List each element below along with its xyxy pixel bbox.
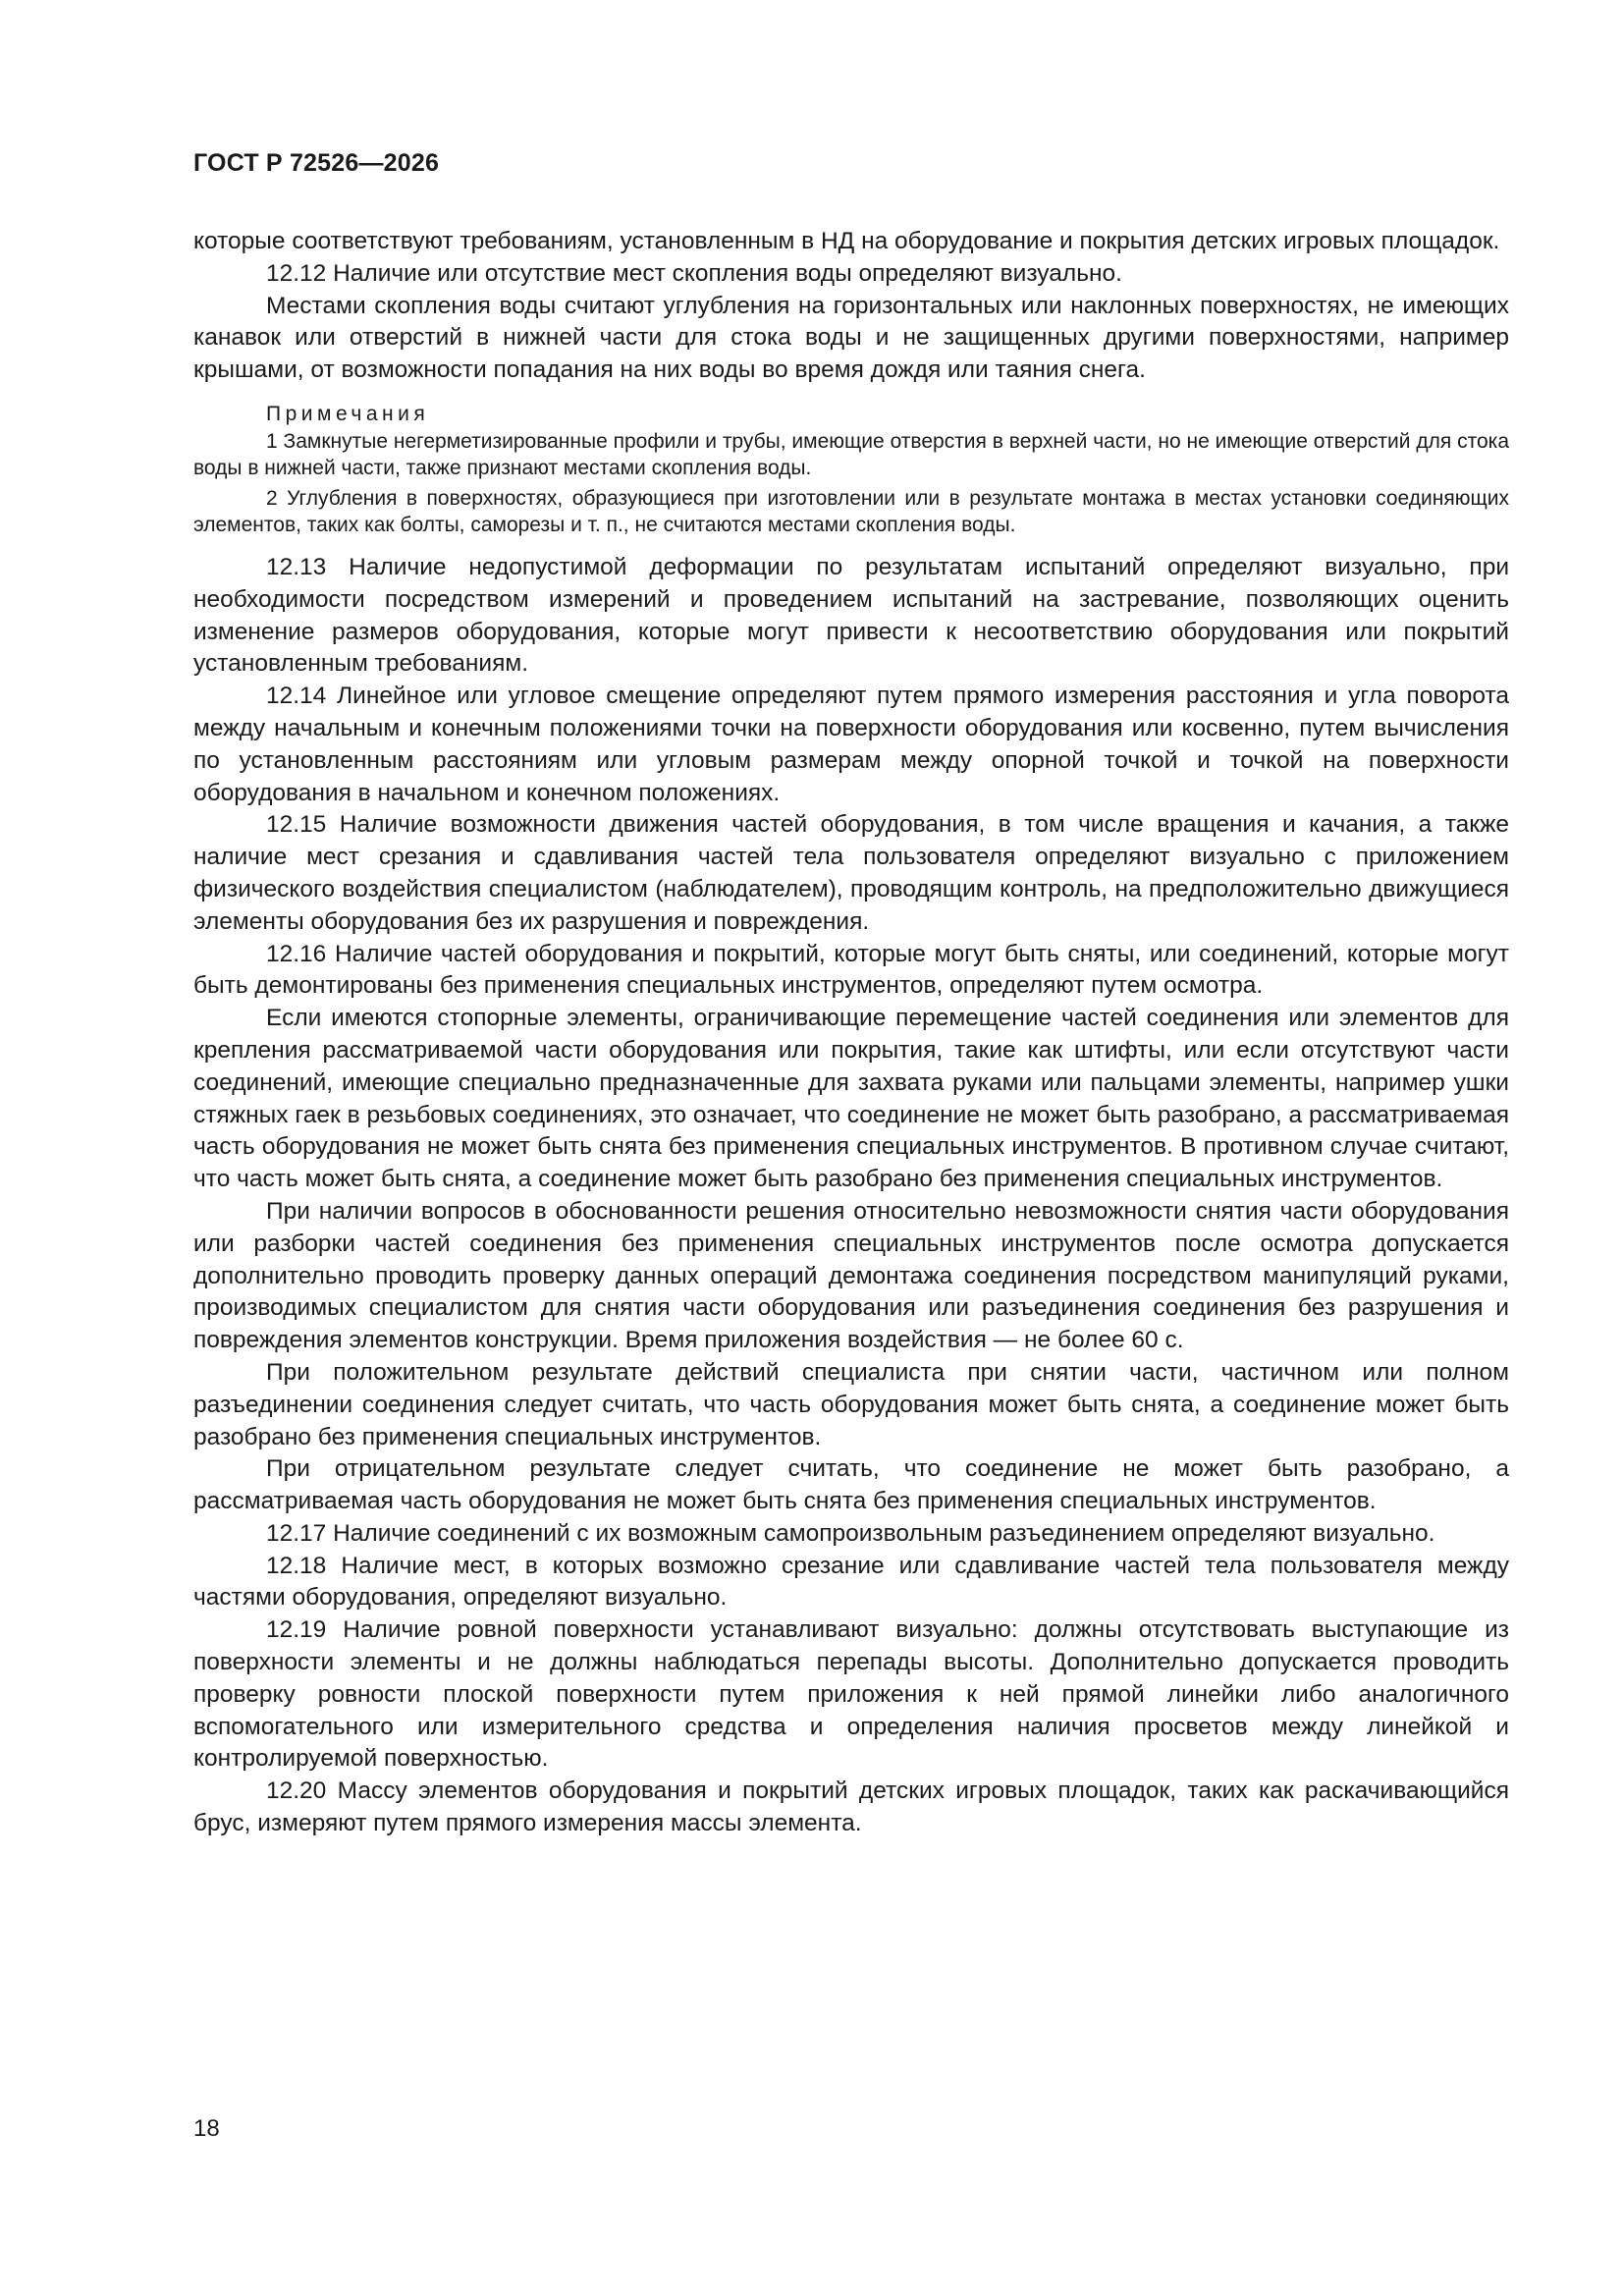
clause-12-18: 12.18 Наличие мест, в которых возможно срезание или сдавливание частей тела пользователя между частями оборудования, определяют визуально. xyxy=(193,1552,1509,1612)
page-number: 18 xyxy=(193,2115,220,2142)
clause-12-15: 12.15 Наличие возможности движения частей оборудования, в том числе вращения и качания, а также наличие мест срезания и сдавливания частей тела пользователя определяют визуально с приложением физического воздействия специалистом (наблюдателем), проводящим контроль, на предположительно движущиеся элементы оборудования без их разрушения и повреждения. xyxy=(193,811,1509,935)
clause-12-13: 12.13 Наличие недопустимой деформации по результатам испытаний определяют визуально, при необходимости посредством измерений и проведением испытаний на застревание, позволяющих оценить изменение размеров оборудования, которые могут привести к несоответствию оборудования или покрытий установленным требованиям. xyxy=(193,553,1509,678)
clause-12-16-paragraph-5: При отрицательном результате следует считать, что соединение не может быть разобрано, а рассматриваемая часть оборудования не может быть снята без применения специальных инструментов. xyxy=(193,1455,1509,1515)
note-2: 2 Углубления в поверхностях, образующиеся при изготовлении или в результате монтажа в местах установки соединяющих элементов, таких как болты, саморезы и т. п., не считаются местами скопления воды. xyxy=(193,486,1509,536)
clause-12-12: 12.12 Наличие или отсутствие мест скопления воды определяют визуально. xyxy=(266,259,1122,287)
clause-12-16: 12.16 Наличие частей оборудования и покрытий, которые могут быть сняты, или соединений, которые могут быть демонтированы без применения специальных инструментов, определяют путем осмотра. xyxy=(193,940,1509,1000)
clause-12-17: 12.17 Наличие соединений с их возможным самопроизвольным разъединением определяют визуально. xyxy=(266,1519,1435,1547)
clause-12-19: 12.19 Наличие ровной поверхности устанавливают визуально: должны отсутствовать выступающие из поверхности элементы и не должны наблюдаться перепады высоты. Дополнительно допускается проводить проверку ровности плоской поверхности путем приложения к ней прямой линейки либо аналогичного вспомогательного или измерительного средства и определения наличия просветов между линейкой и контролируемой поверхностью. xyxy=(193,1616,1509,1773)
clause-12-20: 12.20 Массу элементов оборудования и покрытий детских игровых площадок, таких как раскачивающийся брус, измеряют путем прямого измерения массы элемента. xyxy=(193,1777,1509,1837)
notes-title: Примечания xyxy=(266,402,430,425)
clause-12-16-paragraph-2: Если имеются стопорные элементы, ограничивающие перемещение частей соединения или элементов для крепления рассматриваемой части оборудования или покрытия, такие как штифты, или если отсутствуют части соединений, имеющие специально предназначенные для захвата руками или пальцами элементы, например ушки стяжных гаек в резьбовых соединениях, это означает, что соединение не может быть разобрано, а рассматриваемая часть оборудования не может быть снята без применения специальных инструментов. В противном случае считают, что часть может быть снята, а соединение может быть разобрано без применения специальных инструментов. xyxy=(193,1005,1509,1193)
notes-block xyxy=(193,401,1509,538)
document-body xyxy=(193,226,1509,1840)
clause-12-16-paragraph-3: При наличии вопросов в обоснованности решения относительно невозможности снятия части оборудования или разборки частей соединения без применения специальных инструментов после осмотра допускается дополнительно проводить проверку данных операций демонтажа соединения посредством манипуляций руками, производимых специалистом для снятия части оборудования или разъединения соединения без разрушения и повреждения элементов конструкции. Время приложения воздействия — не более 60 с. xyxy=(193,1197,1509,1354)
note-1: 1 Замкнутые негерметизированные профили и трубы, имеющие отверстия в верхней части, но не имеющие отверстий для стока воды в нижней части, также признают местами скопления воды. xyxy=(193,429,1509,479)
clause-12-16-paragraph-4: При положительном результате действий специалиста при снятии части, частичном или полном разъединении соединения следует считать, что часть оборудования может быть снята, а соединение может быть разобрано без применения специальных инструментов. xyxy=(193,1358,1509,1450)
paragraph-continuation: которые соответствуют требованиям, установленным в НД на оборудование и покрытия детских игровых площадок. xyxy=(193,228,1500,254)
clause-12-12-details: Местами скопления воды считают углубления на горизонтальных или наклонных поверхностях, не имеющих канавок или отверстий в нижней части для стока воды и не защищенных другими поверхностями, например крышами, от возможности попадания на них воды во время дождя или таяния снега. xyxy=(193,292,1509,384)
document-header: ГОСТ Р 72526—2026 xyxy=(193,149,440,177)
clause-12-14: 12.14 Линейное или угловое смещение определяют путем прямого измерения расстояния и угла поворота между начальным и конечным положениями точки на поверхности оборудования или косвенно, путем вычисления по установленным расстояниям или угловым размерам между опорной точкой и точкой на поверхности оборудования в начальном и конечном положениях. xyxy=(193,683,1509,806)
